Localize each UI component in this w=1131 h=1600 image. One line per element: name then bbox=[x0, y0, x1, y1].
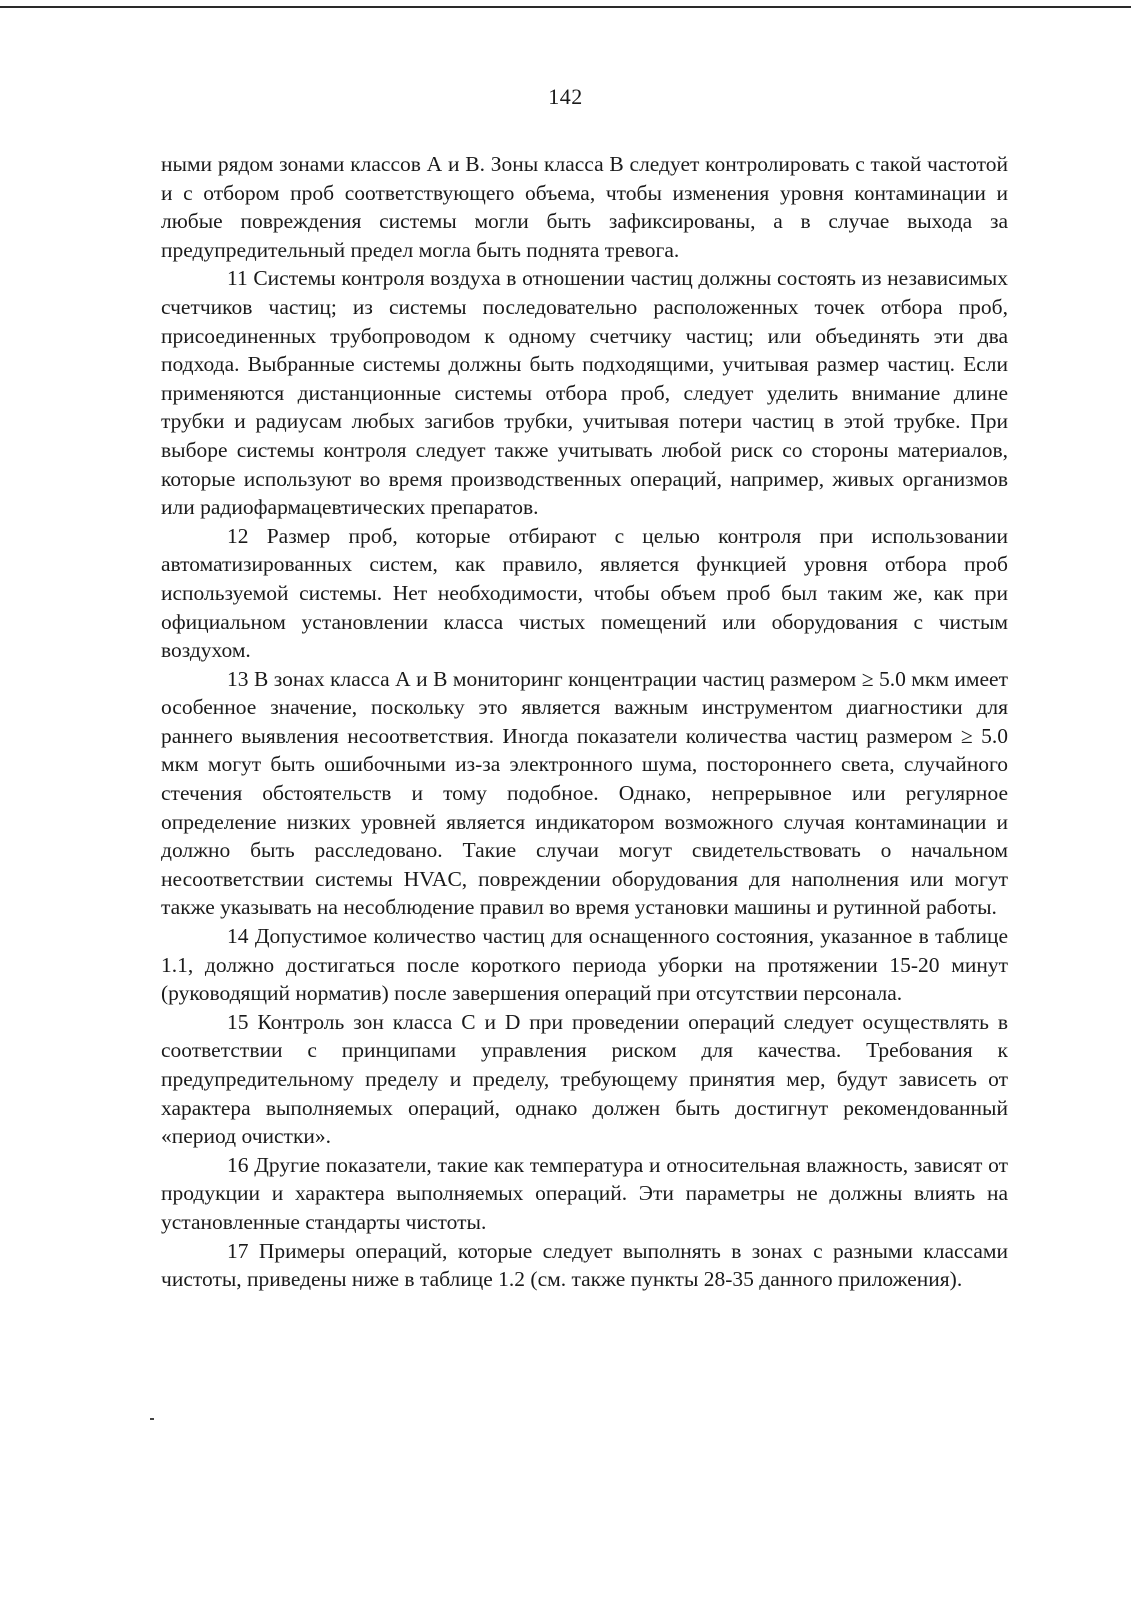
document-body bbox=[161, 150, 1008, 1294]
page-number: 142 bbox=[548, 84, 583, 109]
paragraph-15: 15 Контроль зон класса С и D при проведении операций следует осуществлять в соответствии с принципами управления риском для качества. Требования к предупредительному пределу и пределу, требующему принятия мер, будут зависеть от характера выполняемых операций, однако должен быть достигнут рекомендованный «период очистки». bbox=[161, 1009, 1008, 1149]
paragraph-17: 17 Примеры операций, которые следует выполнять в зонах с разными классами чистоты, приведены ниже в таблице 1.2 (см. также пункты 28-35 данного приложения). bbox=[161, 1238, 1008, 1292]
paragraph-continuation: ными рядом зонами классов А и В. Зоны класса В следует контролировать с такой частотой и с отбором проб соответствующего объема, чтобы изменения уровня контаминации и любые повреждения системы могли быть зафиксированы, а в случае выхода за предупредительный предел могла быть поднята тревога. bbox=[161, 152, 1008, 262]
paragraph-11: 11 Системы контроля воздуха в отношении частиц должны состоять из независимых счетчиков частиц; из системы последовательно расположенных точек отбора проб, присоединенных трубопроводом к одному счетчику частиц; или объединять эти два подхода. Выбранные системы должны быть подходящими, учитывая размер частиц. Если применяются дистанционные системы отбора проб, следует уделить внимание длине трубки и радиусам любых загибов трубки, учитывая потери частиц в этой трубке. При выборе системы контроля следует также учитывать любой риск со стороны материалов, которые используют во время производственных операций, например, живых организмов или радиофармацевтических препаратов. bbox=[161, 266, 1008, 520]
top-border-rule bbox=[0, 6, 1131, 8]
paragraph-16: 16 Другие показатели, такие как температура и относительная влажность, зависят от продукции и характера выполняемых операций. Эти параметры не должны влиять на установленные стандарты чистоты. bbox=[161, 1152, 1008, 1234]
paragraph-12: 12 Размер проб, которые отбирают с целью контроля при использовании автоматизированных систем, как правило, является функцией уровня отбора проб используемой системы. Нет необходимости, чтобы объем проб был таким же, как при официальном установлении класса чистых помещений или оборудования с чистым воздухом. bbox=[161, 523, 1008, 663]
scan-speck bbox=[150, 1418, 154, 1420]
paragraph-14: 14 Допустимое количество частиц для оснащенного состояния, указанное в таблице 1.1, должно достигаться после короткого периода уборки на протяжении 15-20 минут (руководящий норматив) после завершения операций при отсутствии персонала. bbox=[161, 924, 1008, 1006]
paragraph-13: 13 В зонах класса А и В мониторинг концентрации частиц размером ≥ 5.0 мкм имеет особенное значение, поскольку это является важным инструментом диагностики для раннего выявления несоответствия. Иногда показатели количества частиц размером ≥ 5.0 мкм могут быть ошибочными из-за электронного шума, постороннего света, случайного стечения обстоятельств и тому подобное. Однако, непрерывное или регулярное определение низких уровней является индикатором возможного случая контаминации и должно быть расследовано. Такие случаи могут свидетельствовать о начальном несоответствии системы HVAC, повреждении оборудования для наполнения или могут также указывать на несоблюдение правил во время установки машины и рутинной работы. bbox=[161, 666, 1008, 920]
